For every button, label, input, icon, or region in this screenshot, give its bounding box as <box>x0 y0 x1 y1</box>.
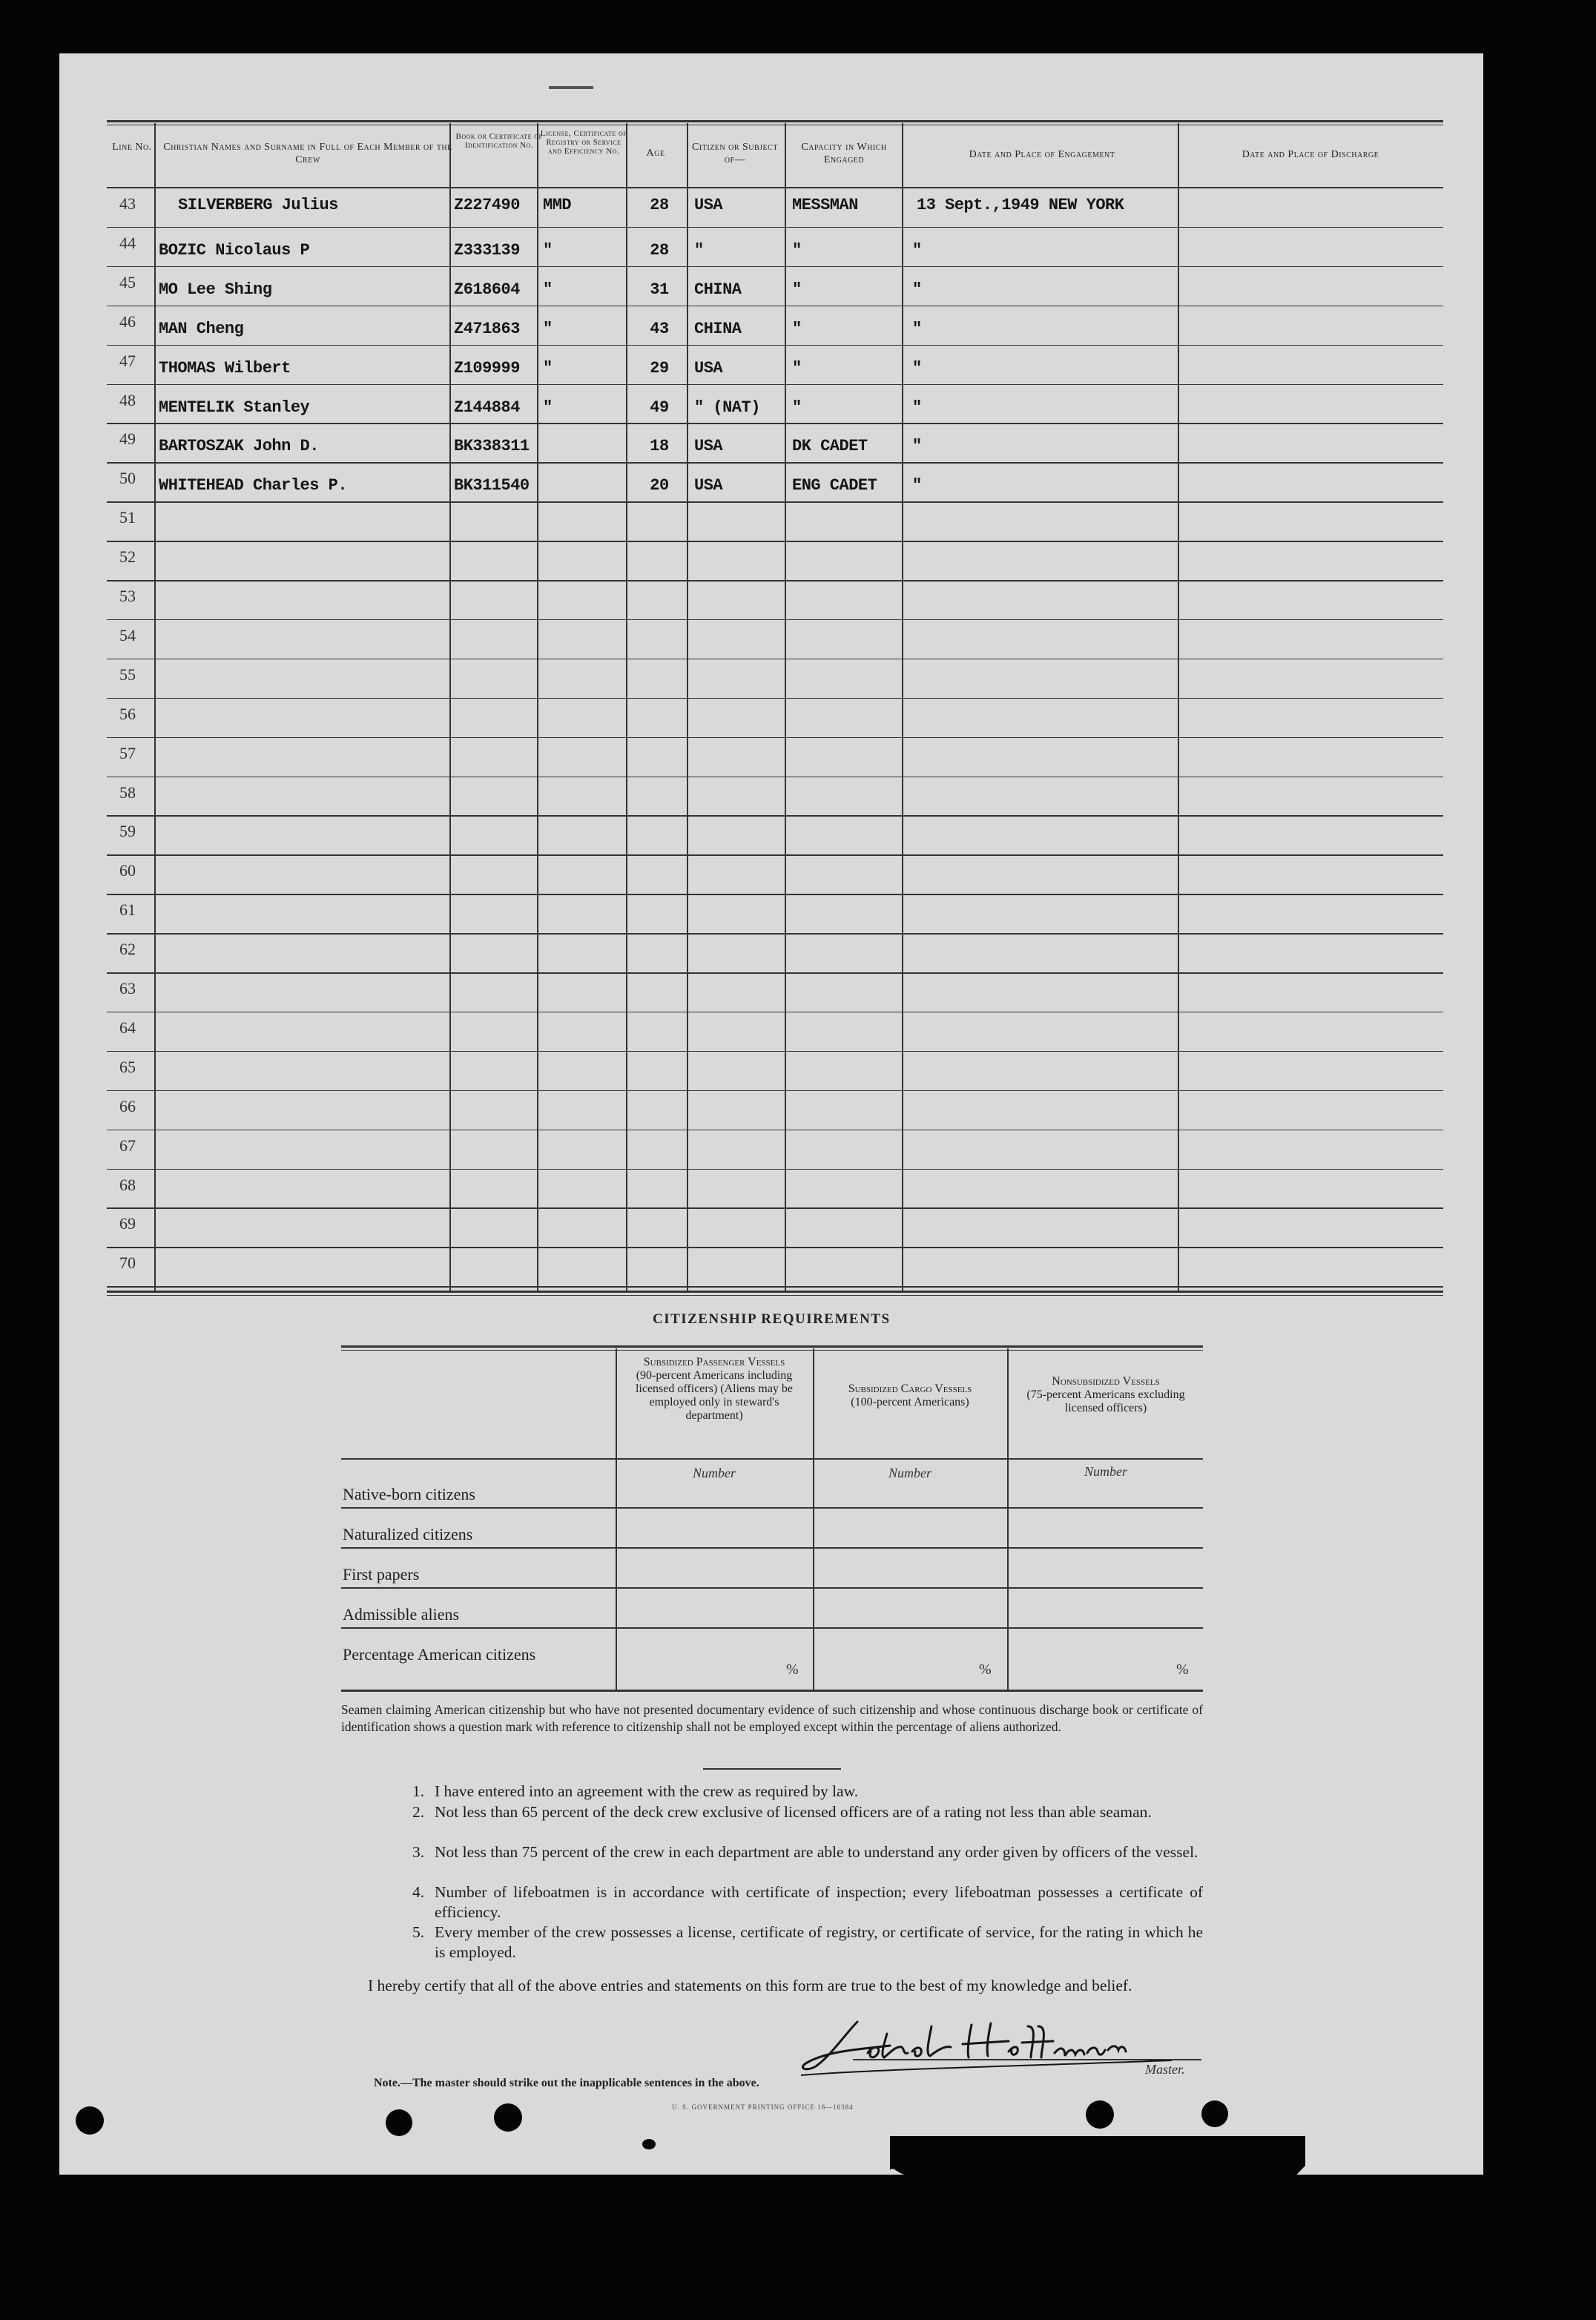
crew-age: 20 <box>650 476 669 495</box>
table-row <box>59 346 1483 385</box>
crew-engagement: " <box>912 398 922 417</box>
crew-age: 28 <box>650 196 669 214</box>
cit-header-rule <box>341 1458 1203 1460</box>
crew-engagement: " <box>912 358 922 378</box>
table-row <box>59 934 1483 973</box>
cit-top-rule-thin <box>341 1350 1203 1351</box>
line-number: 49 <box>119 429 136 449</box>
cit-col-nonsubsidized <box>1012 1375 1200 1415</box>
table-row <box>59 581 1483 620</box>
crew-license-no: " <box>543 319 553 338</box>
line-number: 48 <box>119 390 136 409</box>
column-divider <box>902 123 903 1292</box>
cit-number-label-3: Number <box>1084 1464 1127 1479</box>
crew-name: BOZIC Nicolaus P <box>159 240 310 260</box>
cit-col-cargo-title: Subsidized Cargo Vessels <box>848 1383 972 1395</box>
line-number: 65 <box>119 1057 136 1076</box>
table-row <box>59 1248 1483 1287</box>
crew-citizen: USA <box>694 358 723 378</box>
table-row <box>59 463 1483 502</box>
table-top-rule <box>107 120 1443 122</box>
header-names: Christian Names and Surname in Full of Each Member of the Crew <box>163 142 452 165</box>
crew-citizen: " (NAT) <box>694 398 760 417</box>
crew-book-no: Z109999 <box>454 358 520 378</box>
column-divider <box>537 123 538 1292</box>
cit-row-label: First papers <box>343 1565 420 1584</box>
crew-name: SILVERBERG Julius <box>178 196 338 214</box>
certify-statement: I hereby certify that all of the above entries and statements on this form are true to the best of my knowledge and belief. <box>368 1977 1132 1994</box>
statement-number: 4. <box>412 1883 425 1901</box>
column-divider <box>687 123 688 1292</box>
table-row <box>59 1130 1483 1170</box>
line-number: 45 <box>119 272 136 291</box>
crew-license-no: " <box>543 240 553 260</box>
table-row <box>59 620 1483 659</box>
cit-row-label: Naturalized citizens <box>343 1525 473 1543</box>
crew-citizen: CHINA <box>694 280 742 299</box>
crew-age: 18 <box>650 437 669 456</box>
line-number: 64 <box>119 1018 136 1037</box>
punch-hole <box>1201 2100 1228 2127</box>
cit-row-label: Admissible aliens <box>343 1605 460 1624</box>
crew-capacity: " <box>792 358 802 378</box>
crew-citizen: USA <box>694 437 723 456</box>
statement-text: Not less than 65 percent of the deck crew exclusive of licensed officers are of a rating not less than able seaman. <box>435 1803 1152 1821</box>
crew-engagement: " <box>912 319 922 338</box>
line-number: 43 <box>119 194 136 213</box>
line-number: 52 <box>119 547 136 567</box>
statement-number: 2. <box>412 1803 425 1821</box>
table-row <box>59 267 1483 306</box>
table-row <box>59 699 1483 738</box>
crew-book-no: Z144884 <box>454 398 520 417</box>
statement-text: I have entered into an agreement with the crew as required by law. <box>435 1782 859 1800</box>
master-signature <box>786 2011 1187 2078</box>
crew-name: MO Lee Shing <box>159 280 272 299</box>
crew-age: 29 <box>650 358 669 378</box>
crew-capacity: MESSMAN <box>792 196 858 214</box>
table-row <box>59 424 1483 463</box>
cit-row-label: Percentage American citizens <box>343 1645 536 1664</box>
table-row <box>59 306 1483 346</box>
line-number: 56 <box>119 704 136 723</box>
cit-number-label-2: Number <box>888 1466 931 1480</box>
column-divider <box>785 123 786 1292</box>
line-number: 51 <box>119 508 136 527</box>
column-divider <box>1178 123 1179 1292</box>
crew-capacity: DK CADET <box>792 437 868 456</box>
table-row <box>59 188 1483 228</box>
cit-divider-1 <box>616 1348 617 1691</box>
crew-capacity: " <box>792 240 802 260</box>
crew-engagement: " <box>912 437 922 456</box>
punch-hole <box>76 2106 104 2135</box>
header-capacity: Capacity in Which Engaged <box>801 142 887 165</box>
crew-book-no: BK338311 <box>454 437 530 456</box>
crew-license-no: " <box>543 358 553 378</box>
punch-hole <box>494 2103 522 2132</box>
cit-col-nonsubsidized-title: Nonsubsidized Vessels <box>1052 1375 1160 1388</box>
table-row <box>59 777 1483 817</box>
crew-engagement: " <box>912 240 922 260</box>
document-page <box>59 53 1483 2175</box>
crew-age: 28 <box>650 240 669 260</box>
line-number: 55 <box>119 665 136 684</box>
table-row <box>59 228 1483 267</box>
table-row <box>59 894 1483 934</box>
table-bottom-rule-thin <box>107 1295 1443 1296</box>
header-engagement: Date and Place of Engagement <box>969 149 1115 160</box>
header-license: License, Certificate of Registry or Service and Efficiency No. <box>540 129 627 156</box>
punch-hole <box>642 2139 656 2149</box>
line-number: 62 <box>119 940 136 959</box>
crew-book-no: Z227490 <box>454 196 520 214</box>
cit-row-rule <box>341 1547 1203 1549</box>
crew-name: BARTOSZAK John D. <box>159 437 319 456</box>
line-number: 47 <box>119 351 136 370</box>
crew-book-no: Z471863 <box>454 319 520 338</box>
printing-office: U. S. GOVERNMENT PRINTING OFFICE 16—16384 <box>672 2103 854 2111</box>
table-row <box>59 1012 1483 1052</box>
crew-capacity: " <box>792 280 802 299</box>
statement-number: 5. <box>412 1923 425 1941</box>
line-number: 50 <box>119 469 136 488</box>
crew-name: WHITEHEAD Charles P. <box>159 476 348 495</box>
cit-col-passenger-detail: (90-percent Americans including licensed officers) (Aliens may be employed only in steward's department) <box>635 1369 794 1422</box>
torn-paper-edge <box>890 2136 1305 2232</box>
crew-age: 31 <box>650 280 669 299</box>
crew-citizen: " <box>694 240 704 260</box>
crew-book-no: Z618604 <box>454 280 520 299</box>
crew-citizen: USA <box>694 476 723 495</box>
crew-citizen: USA <box>694 196 723 214</box>
cit-col-passenger <box>620 1356 808 1423</box>
line-number: 44 <box>119 233 136 252</box>
table-row <box>59 541 1483 581</box>
crew-engagement: 13 Sept.,1949 NEW YORK <box>917 196 1124 214</box>
crew-license-no: MMD <box>543 196 572 214</box>
table-row <box>59 855 1483 894</box>
punch-hole <box>386 2109 412 2136</box>
line-number: 68 <box>119 1175 136 1194</box>
crew-age: 43 <box>650 319 669 338</box>
line-number: 58 <box>119 782 136 802</box>
citizenship-title: CITIZENSHIP REQUIREMENTS <box>653 1311 891 1327</box>
crew-name: MENTELIK Stanley <box>159 398 310 417</box>
crew-citizen: CHINA <box>694 319 742 338</box>
cit-percent-1: % <box>786 1661 799 1678</box>
statement-number: 3. <box>412 1843 425 1861</box>
line-number: 69 <box>119 1214 136 1233</box>
statement-text: Every member of the crew possesses a license, certificate of registry, or certificate of service, for the rating in which he is employed. <box>435 1923 1203 1961</box>
statement-text: Not less than 75 percent of the crew in each department are able to understand any order given by officers of the vessel. <box>435 1843 1198 1861</box>
line-number: 63 <box>119 979 136 998</box>
header-discharge: Date and Place of Discharge <box>1241 149 1379 160</box>
table-row <box>59 973 1483 1012</box>
column-divider <box>449 123 451 1292</box>
table-row <box>59 1170 1483 1209</box>
line-number: 46 <box>119 312 136 331</box>
crew-capacity: " <box>792 319 802 338</box>
master-note: Note.—The master should strike out the inapplicable sentences in the above. <box>374 2077 759 2089</box>
master-label: Master. <box>1145 2062 1185 2077</box>
crew-name: MAN Cheng <box>159 319 244 338</box>
crew-engagement: " <box>912 280 922 299</box>
cit-top-rule <box>341 1345 1203 1348</box>
crew-book-no: Z333139 <box>454 240 520 260</box>
header-line-no: Line No. <box>112 142 152 153</box>
line-number: 61 <box>119 900 136 920</box>
line-number: 60 <box>119 861 136 880</box>
table-row <box>59 385 1483 424</box>
separator-rule <box>703 1768 841 1770</box>
cit-percent-3: % <box>1176 1661 1189 1678</box>
line-number: 70 <box>119 1253 136 1273</box>
table-bottom-rule <box>107 1291 1443 1293</box>
cit-row-rule <box>341 1627 1203 1629</box>
cit-col-cargo <box>817 1383 1003 1409</box>
cit-row-label: Native-born citizens <box>343 1485 475 1503</box>
cit-col-passenger-title: Subsidized Passenger Vessels <box>643 1356 785 1368</box>
signature-line <box>853 2059 1201 2060</box>
line-number: 53 <box>119 587 136 605</box>
column-divider <box>154 123 156 1292</box>
line-number: 59 <box>119 822 136 841</box>
crew-capacity: " <box>792 398 802 417</box>
table-row <box>59 1208 1483 1248</box>
crew-license-no: " <box>543 398 553 417</box>
table-row <box>59 738 1483 777</box>
crew-age: 49 <box>650 398 669 417</box>
cit-bottom-rule <box>341 1690 1203 1692</box>
statement-text: Number of lifeboatmen is in accordance with certificate of inspection; every lifeboatman possesses a certificate of efficiency. <box>435 1883 1203 1921</box>
table-row <box>59 1052 1483 1091</box>
seamen-note: Seamen claiming American citizenship but who have not presented documentary evidence of such citizenship and whose continuous discharge book or certificate of identification shows a question mark with reference to citizenship shall not be employed except within the percentage of aliens authorized. <box>341 1702 1203 1734</box>
crew-engagement: " <box>912 476 922 495</box>
cit-row-rule <box>341 1587 1203 1589</box>
column-divider <box>626 123 627 1292</box>
crew-license-no: " <box>543 280 553 299</box>
header-citizen: Citizen or Subject of— <box>692 142 778 165</box>
cit-row-rule <box>341 1507 1203 1509</box>
cit-number-label-1: Number <box>693 1466 736 1480</box>
header-age: Age <box>646 148 665 159</box>
row-rule <box>107 1286 1443 1288</box>
top-dot-mark <box>549 86 593 89</box>
table-row <box>59 659 1483 699</box>
table-row <box>59 816 1483 855</box>
line-number: 67 <box>119 1136 136 1155</box>
cit-col-cargo-detail: (100-percent Americans) <box>851 1396 969 1408</box>
crew-capacity: ENG CADET <box>792 476 877 495</box>
line-number: 66 <box>119 1096 136 1115</box>
header-book: Book or Certificate of Identification No. <box>455 132 543 150</box>
cit-col-nonsubsidized-detail: (75-percent Americans excluding licensed officers) <box>1026 1388 1185 1414</box>
statement-number: 1. <box>412 1782 425 1800</box>
line-number: 57 <box>119 743 136 762</box>
crew-book-no: BK311540 <box>454 476 530 495</box>
line-number: 54 <box>119 625 136 645</box>
table-row <box>59 502 1483 541</box>
crew-name: THOMAS Wilbert <box>159 358 291 378</box>
cit-divider-3 <box>1007 1348 1009 1691</box>
punch-hole <box>1086 2100 1114 2129</box>
table-row <box>59 1091 1483 1130</box>
cit-percent-2: % <box>979 1661 992 1678</box>
cit-divider-2 <box>813 1348 814 1691</box>
